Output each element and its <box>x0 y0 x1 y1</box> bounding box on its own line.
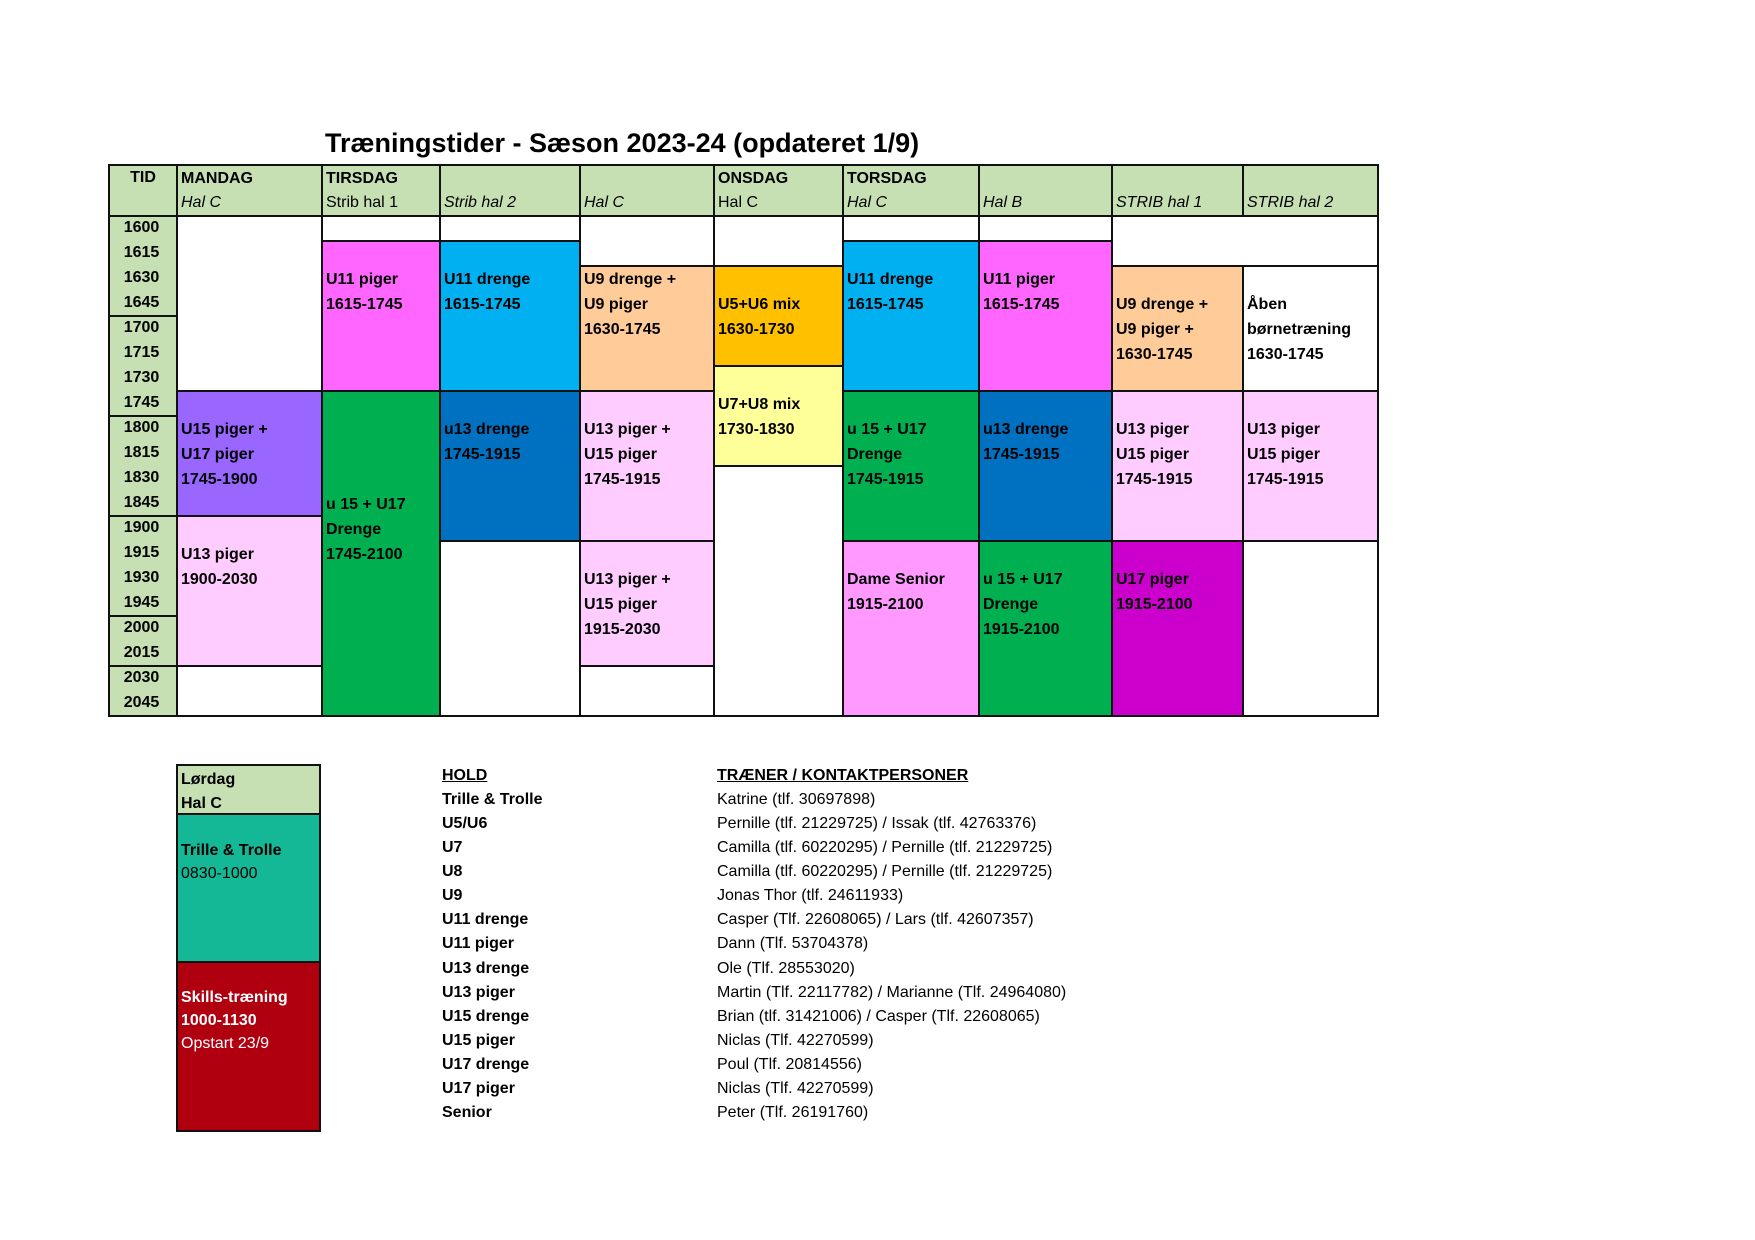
tirC-b-line: U13 piger + <box>584 421 671 438</box>
tir1-b-line: Drenge <box>326 520 382 538</box>
legend-team: U13 drenge <box>442 960 530 977</box>
slot-tirC-b <box>579 390 715 542</box>
slot-tirC-a <box>579 265 715 392</box>
empty-slot <box>176 665 323 717</box>
legend-contact: Jonas Thor (tlf. 24611933) <box>717 887 904 904</box>
tirC-c-line: U15 piger <box>584 595 657 613</box>
man-b-line: 1900-2030 <box>181 570 258 588</box>
legend-contact: Camilla (tlf. 60220295) / Pernille (tlf. 21229725) <box>717 863 1053 880</box>
column-day: TIRSDAG <box>326 170 398 187</box>
torC-a-line: 1615-1745 <box>847 295 924 313</box>
s2-b-line: U13 piger <box>1247 421 1320 438</box>
time-label: 1830 <box>123 469 160 486</box>
ons-b-line: U7+U8 mix <box>718 396 801 413</box>
legend-team: U17 drenge <box>442 1056 530 1073</box>
man-b-line: U13 piger <box>181 546 254 563</box>
column-hall: Hal C <box>847 194 888 211</box>
time-label: 1600 <box>123 219 160 236</box>
s2-a-line: 1630-1745 <box>1247 345 1324 363</box>
legend-team: U7 <box>442 839 463 856</box>
empty-slot <box>176 215 323 392</box>
empty-slot <box>978 215 1113 242</box>
column-hall: Strib hal 1 <box>326 194 399 211</box>
column-header <box>1242 164 1379 217</box>
time-label: 1645 <box>123 294 160 311</box>
empty-slot <box>1111 215 1379 267</box>
time-label: 1630 <box>123 269 160 286</box>
legend-contact: Ole (Tlf. 28553020) <box>717 960 855 977</box>
tirC-a-line: 1630-1745 <box>584 320 661 338</box>
time-label: 1815 <box>123 444 160 461</box>
legend-contact: Peter (Tlf. 26191760) <box>717 1104 869 1121</box>
column-hall: Hal C <box>181 194 222 211</box>
torC-c-line: 1915-2100 <box>847 595 924 613</box>
column-hall: STRIB hal 2 <box>1247 194 1334 211</box>
slot-torB-a <box>978 240 1113 392</box>
s1-c-line: 1915-2100 <box>1116 595 1193 613</box>
slot-torC-a <box>842 240 980 392</box>
column-day: ONSDAG <box>718 170 789 187</box>
slot-tir1-b <box>321 390 441 717</box>
legend-contact: Brian (tlf. 31421006) / Casper (Tlf. 22608065) <box>717 1008 1040 1025</box>
time-label: 1745 <box>123 394 160 411</box>
torB-c-line: Drenge <box>983 595 1039 613</box>
legend-contact: Martin (Tlf. 22117782) / Marianne (Tlf. 24964080) <box>717 984 1067 1001</box>
saturday-block-skills-team: Skills-træning <box>181 989 288 1006</box>
slot-tir1-a <box>321 240 441 392</box>
saturday-block-trille-team: Trille & Trolle <box>181 842 282 859</box>
tir2-b-line: 1745-1915 <box>444 445 521 463</box>
column-header <box>579 164 715 217</box>
saturday-block-skills <box>176 961 321 1132</box>
slot-torB-c <box>978 540 1113 717</box>
column-day: MANDAG <box>181 170 253 187</box>
column-day <box>1116 167 1242 191</box>
time-label: 1800 <box>123 419 160 436</box>
column-hall: Hal B <box>983 194 1023 211</box>
time-label: 1730 <box>123 369 160 386</box>
column-header <box>1111 164 1244 217</box>
s2-a-line: børnetræning <box>1247 320 1351 338</box>
legend-contact: Niclas (Tlf. 42270599) <box>717 1032 874 1049</box>
s1-a-line: 1630-1745 <box>1116 345 1193 363</box>
slot-torC-c <box>842 540 980 717</box>
time-label: 2045 <box>123 694 160 711</box>
time-label: 1945 <box>123 594 160 611</box>
tirC-c-line: U13 piger + <box>584 571 671 588</box>
empty-slot <box>842 215 980 242</box>
slot-tir2-b <box>439 390 581 542</box>
saturday-block-trille-time: 0830-1000 <box>181 865 258 882</box>
slot-s1-b <box>1111 390 1244 542</box>
torB-c-line: 1915-2100 <box>983 620 1060 638</box>
tirC-a-line: U9 piger <box>584 295 649 313</box>
torB-c-line: u 15 + U17 <box>983 571 1063 588</box>
legend-contact: Dann (Tlf. 53704378) <box>717 935 869 952</box>
slot-s1-a <box>1111 265 1244 392</box>
ons-a-line: U5+U6 mix <box>718 296 801 313</box>
page-title: Træningstider - Sæson 2023-24 (opdateret 1/9) <box>325 128 920 158</box>
s2-a-line: Åben <box>1247 296 1287 313</box>
time-label: 1615 <box>123 244 160 261</box>
saturday-header <box>176 764 321 815</box>
legend-contact: Camilla (tlf. 60220295) / Pernille (tlf. 21229725) <box>717 839 1053 856</box>
ons-b-line: 1730-1830 <box>718 420 795 438</box>
s1-b-line: U15 piger <box>1116 445 1189 463</box>
time-label: 1845 <box>123 494 160 511</box>
column-day <box>1247 167 1377 191</box>
tirC-c-line: 1915-2030 <box>584 620 661 638</box>
saturday-hall: Hal C <box>181 795 222 812</box>
column-header <box>842 164 980 217</box>
man-a-line: U17 piger <box>181 445 254 463</box>
saturday-block-skills-time: 1000-1130 <box>181 1012 257 1029</box>
column-hall: Hal C <box>584 194 625 211</box>
tir2-a-line: 1615-1745 <box>444 295 521 313</box>
torC-b-line: u 15 + U17 <box>847 421 927 438</box>
legend-team: Senior <box>442 1104 492 1121</box>
tir2-a-line: U11 drenge <box>444 271 531 288</box>
column-header <box>321 164 441 217</box>
legend-team: U9 <box>442 887 463 904</box>
time-label: 1915 <box>123 544 160 561</box>
tid-header <box>108 164 178 217</box>
column-day: TORSDAG <box>847 170 927 187</box>
saturday-block-trille <box>176 813 321 963</box>
legend-contact: Pernille (tlf. 21229725) / Issak (tlf. 42763376) <box>717 815 1037 832</box>
s1-a-line: U9 piger + <box>1116 320 1194 338</box>
column-header <box>439 164 581 217</box>
torB-a-line: 1615-1745 <box>983 295 1060 313</box>
column-day <box>444 167 579 191</box>
legend-contact: Casper (Tlf. 22608065) / Lars (tlf. 42607357) <box>717 911 1034 928</box>
tirC-b-line: U15 piger <box>584 445 657 463</box>
column-day <box>983 167 1111 191</box>
legend-team: U15 piger <box>442 1032 515 1049</box>
slot-man-a <box>176 390 323 517</box>
empty-slot <box>579 215 715 267</box>
legend-contact: Poul (Tlf. 20814556) <box>717 1056 862 1073</box>
legend-team: U15 drenge <box>442 1008 530 1025</box>
legend-hold-header: HOLD <box>442 767 488 784</box>
empty-slot <box>1242 540 1379 717</box>
slot-s2-a <box>1242 265 1379 392</box>
time-label: 2015 <box>123 644 160 661</box>
s1-c-line: U17 piger <box>1116 571 1189 588</box>
tir2-b-line: u13 drenge <box>444 421 530 438</box>
legend-team: U8 <box>442 863 463 880</box>
slot-tir2-a <box>439 240 581 392</box>
slot-tirC-c <box>579 540 715 667</box>
column-hall: Hal C <box>718 194 759 211</box>
column-header <box>713 164 844 217</box>
legend-team: U5/U6 <box>442 815 488 832</box>
empty-slot <box>579 665 715 717</box>
tirC-b-line: 1745-1915 <box>584 470 661 488</box>
empty-slot <box>439 540 581 717</box>
column-header <box>978 164 1113 217</box>
time-label: 2000 <box>123 619 160 636</box>
s1-a-line: U9 drenge + <box>1116 296 1209 313</box>
time-label: 1930 <box>123 569 160 586</box>
tir1-b-line: u 15 + U17 <box>326 496 406 513</box>
s2-b-line: 1745-1915 <box>1247 470 1324 488</box>
s2-b-line: U15 piger <box>1247 445 1320 463</box>
torB-a-line: U11 piger <box>983 271 1056 288</box>
legend-team: U11 piger <box>442 935 515 952</box>
slot-torB-b <box>978 390 1113 542</box>
tir1-a-line: 1615-1745 <box>326 295 403 313</box>
slot-s2-b <box>1242 390 1379 542</box>
legend-team: Trille & Trolle <box>442 791 543 808</box>
man-a-line: U15 piger + <box>181 421 268 438</box>
slot-s1-c <box>1111 540 1244 717</box>
torC-b-line: Drenge <box>847 445 903 463</box>
slot-torC-b <box>842 390 980 542</box>
column-hall: STRIB hal 1 <box>1116 194 1203 211</box>
time-label: 1700 <box>123 319 160 336</box>
s1-b-line: U13 piger <box>1116 421 1189 438</box>
slot-ons-b <box>713 365 844 467</box>
tir1-a-line: U11 piger <box>326 271 399 288</box>
s1-b-line: 1745-1915 <box>1116 470 1193 488</box>
column-day <box>584 167 713 191</box>
torB-b-line: u13 drenge <box>983 421 1069 438</box>
torB-b-line: 1745-1915 <box>983 445 1060 463</box>
time-label: 1900 <box>123 519 160 536</box>
ons-a-line: 1630-1730 <box>718 320 795 338</box>
torC-c-line: Dame Senior <box>847 571 945 588</box>
column-header <box>176 164 323 217</box>
saturday-day: Lørdag <box>181 771 236 788</box>
tid-label: TID <box>130 169 156 186</box>
column-hall: Strib hal 2 <box>444 194 517 211</box>
empty-slot <box>713 215 844 267</box>
torC-a-line: U11 drenge <box>847 271 934 288</box>
time-label: 2030 <box>123 669 160 686</box>
legend-team: U13 piger <box>442 984 515 1001</box>
legend-contact: Niclas (Tlf. 42270599) <box>717 1080 874 1097</box>
man-a-line: 1745-1900 <box>181 470 258 488</box>
time-label: 1715 <box>123 344 160 361</box>
slot-man-b <box>176 515 323 667</box>
legend-contact-header: TRÆNER / KONTAKTPERSONER <box>717 767 969 784</box>
saturday-block-skills-note: Opstart 23/9 <box>181 1035 270 1052</box>
torC-b-line: 1745-1915 <box>847 470 924 488</box>
tirC-a-line: U9 drenge + <box>584 271 677 288</box>
legend-contact: Katrine (tlf. 30697898) <box>717 791 876 808</box>
legend-team: U17 piger <box>442 1080 515 1097</box>
empty-slot <box>713 465 844 717</box>
empty-slot <box>321 215 441 242</box>
empty-slot <box>439 215 581 242</box>
slot-ons-a <box>713 265 844 367</box>
legend-team: U11 drenge <box>442 911 529 928</box>
tir1-b-line: 1745-2100 <box>326 545 403 563</box>
